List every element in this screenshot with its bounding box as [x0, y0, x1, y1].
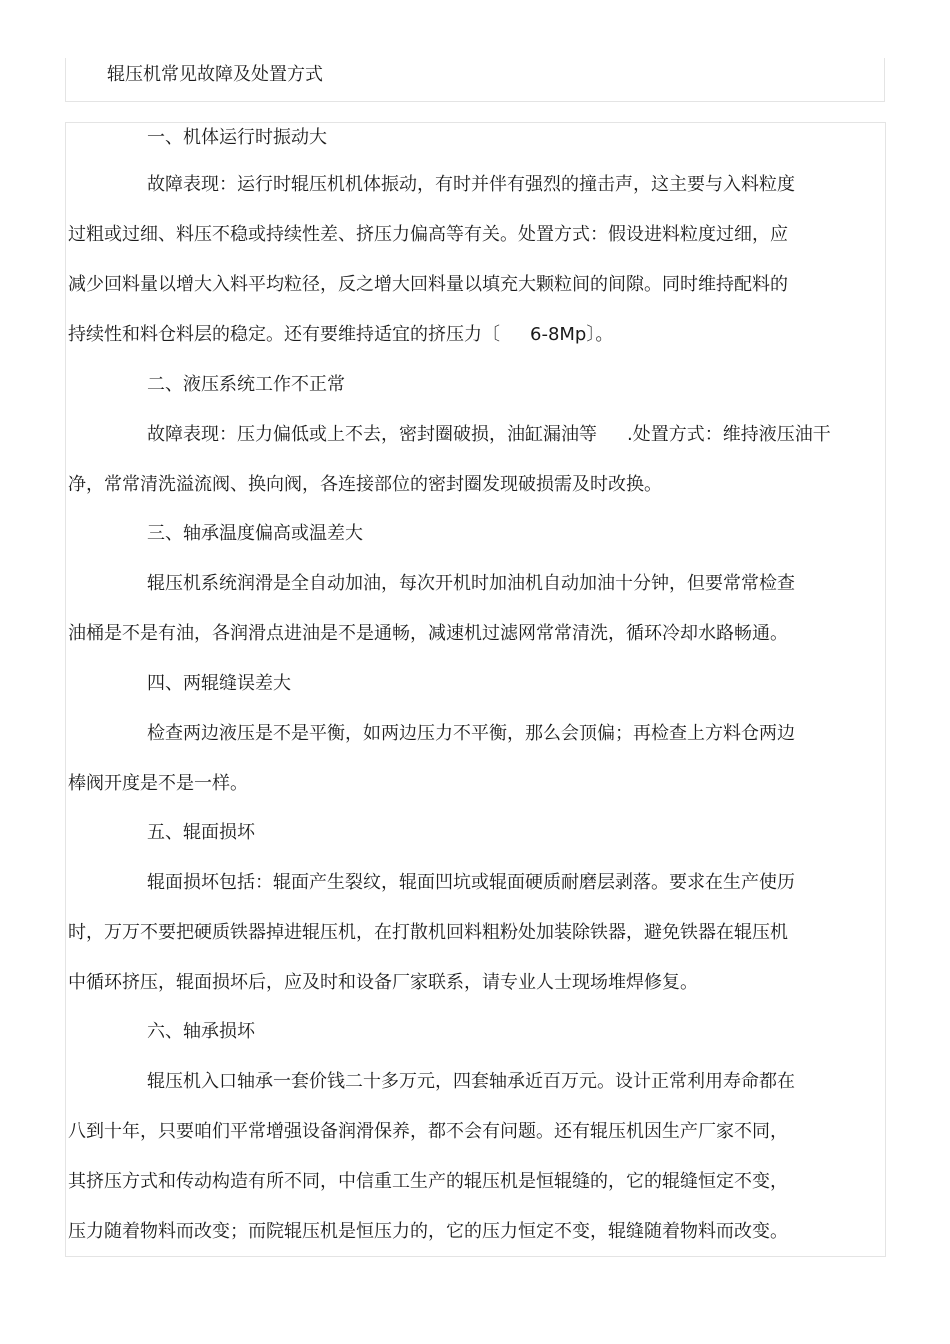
- section-1-text-fragment: 持续性和料仓料层的稳定。还有要维持适宜的挤压力〔: [68, 324, 500, 345]
- document-title: 辊压机常见故障及处置方式: [107, 64, 323, 85]
- section-2-heading: 二、液压系统工作不正常: [147, 374, 345, 395]
- section-1-paragraph-line: 减少回料量以增大入料平均粒径，反之增大回料量以填充大颗粒间的间隙。同时维持配料的: [68, 274, 788, 295]
- section-6-heading: 六、轴承损坏: [147, 1021, 255, 1042]
- section-1-paragraph-line: 故障表现：运行时辊压机机体振动，有时并伴有强烈的撞击声，这主要与入料粒度: [147, 174, 795, 195]
- section-6-paragraph-line: 辊压机入口轴承一套价钱二十多万元，四套轴承近百万元。设计正常利用寿命都在: [147, 1071, 795, 1092]
- section-6-paragraph-line: 八到十年，只要咱们平常增强设备润滑保养，都不会有问题。还有辊压机因生产厂家不同，: [68, 1121, 788, 1142]
- title-frame: [65, 58, 885, 102]
- section-4-paragraph-line: 棒阀开度是不是一样。: [68, 773, 248, 794]
- section-2-paragraph-line: 净，常常清洗溢流阀、换向阀，各连接部位的密封圈发现破损需及时改换。: [68, 474, 662, 495]
- section-1-paragraph-line: 过粗或过细、料压不稳或持续性差、挤压力偏高等有关。处置方式：假设进料粒度过细，应: [68, 224, 788, 245]
- section-5-paragraph-line: 中循环挤压，辊面损坏后，应及时和设备厂家联系，请专业人士现场堆焊修复。: [68, 972, 698, 993]
- section-6-paragraph-line: 压力随着物料而改变；而院辊压机是恒压力的，它的压力恒定不变，辊缝随着物料而改变。: [68, 1221, 788, 1242]
- document-body: [65, 122, 886, 1257]
- section-4-heading: 四、两辊缝误差大: [147, 673, 291, 694]
- section-1-heading: 一、机体运行时振动大: [147, 127, 327, 148]
- section-5-paragraph-line: 辊面损坏包括：辊面产生裂纹，辊面凹坑或辊面硬质耐磨层剥落。要求在生产使历: [147, 872, 795, 893]
- section-2-text-fragment: .处置方式：维持液压油干: [627, 424, 831, 445]
- section-6-paragraph-line: 其挤压方式和传动构造有所不同，中信重工生产的辊压机是恒辊缝的，它的辊缝恒定不变，: [68, 1171, 788, 1192]
- section-3-paragraph-line: 辊压机系统润滑是全自动加油，每次开机时加油机自动加油十分钟，但要常常检查: [147, 573, 795, 594]
- section-1-paragraph-line: [68, 323, 613, 347]
- section-5-paragraph-line: 时，万万不要把硬质铁器掉进辊压机，在打散机回料粗粉处加装除铁器，避免铁器在辊压机: [68, 922, 788, 943]
- section-2-paragraph-line: [147, 423, 831, 447]
- section-3-heading: 三、轴承温度偏高或温差大: [147, 523, 363, 544]
- section-5-heading: 五、辊面损坏: [147, 822, 255, 843]
- section-1-text-fragment: 6-8Mp〕。: [530, 324, 614, 345]
- section-4-paragraph-line: 检查两边液压是不是平衡，如两边压力不平衡，那么会顶偏；再检查上方料仓两边: [147, 723, 795, 744]
- section-3-paragraph-line: 油桶是不是有油，各润滑点进油是不是通畅，减速机过滤网常常清洗，循环冷却水路畅通。: [68, 623, 788, 644]
- section-2-text-fragment: 故障表现：压力偏低或上不去，密封圈破损，油缸漏油等: [147, 424, 597, 445]
